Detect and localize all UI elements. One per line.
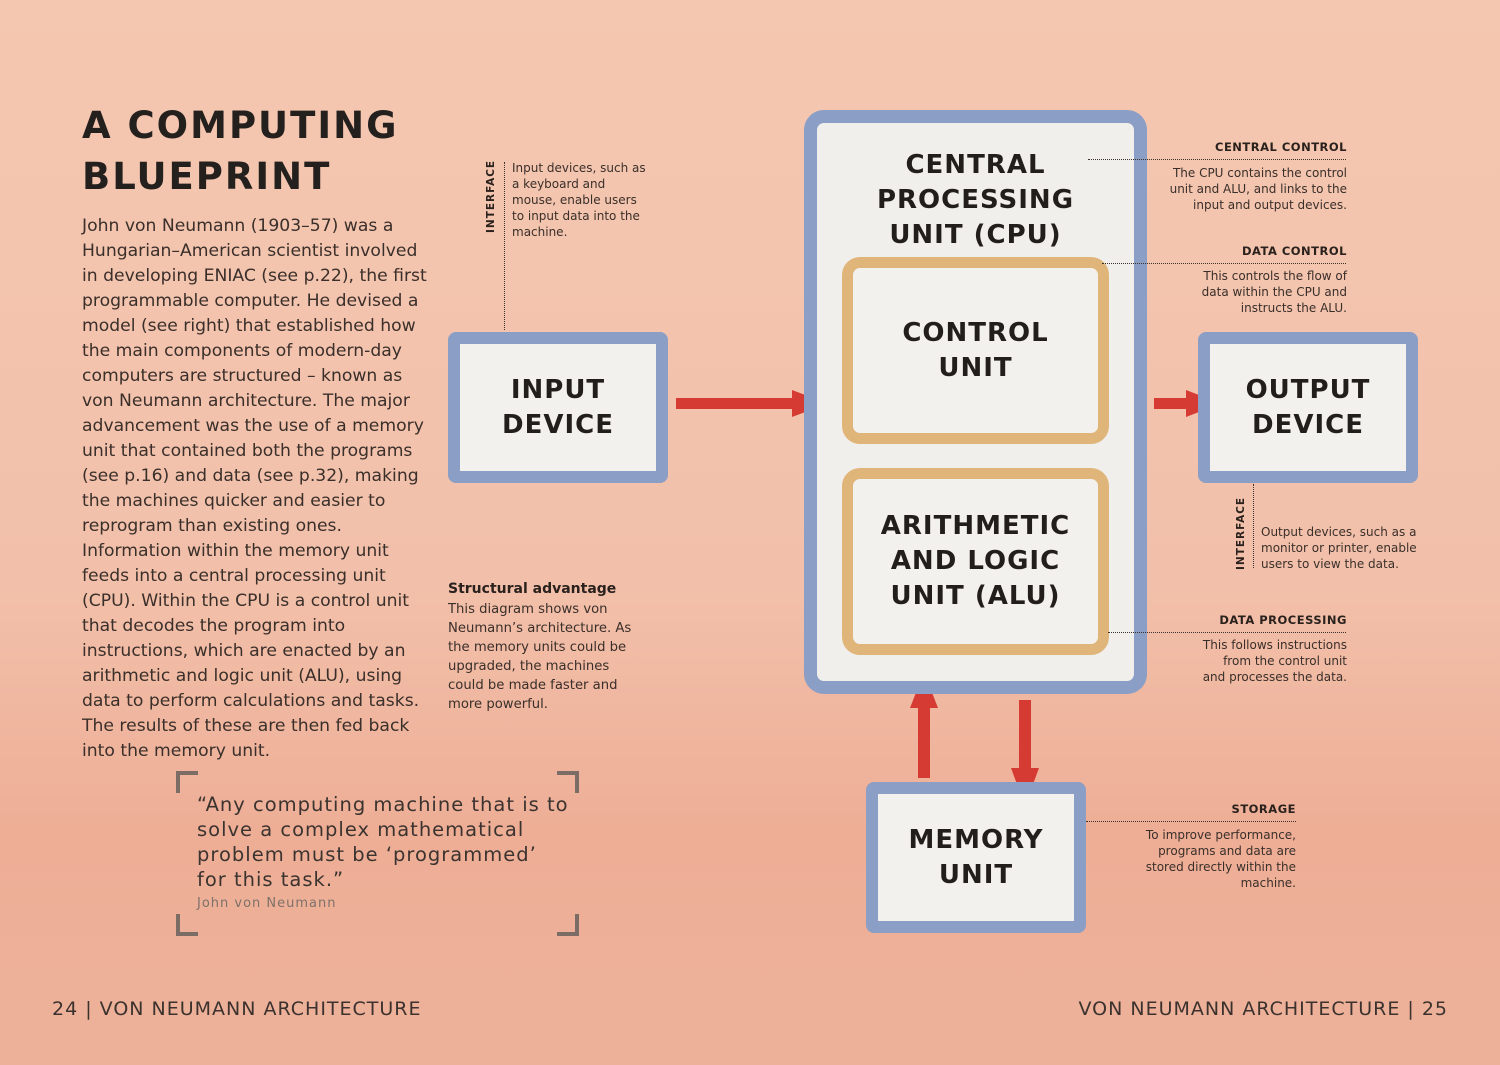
central-control-leader [1088,159,1346,160]
cpu-label: CENTRAL PROCESSING UNIT (CPU) [876,150,1075,250]
footer-right: VON NEUMANN ARCHITECTURE | 25 [1078,998,1448,1020]
title-line-2: BLUEPRINT [82,155,332,198]
caption-heading: Structural advantage [448,581,617,597]
storage-leader [1086,821,1296,822]
output-interface-text: Output devices, such as a monitor or printer, enable users to view the data. [1261,525,1417,571]
intro-paragraph: John von Neumann (1903–57) was a Hungarian–American scientist involved in developing ENIAC (see p.22), the first programmable computer. He devised a model (see right) that established how the main components of modern-day computers are structured – known as von Neumann architecture. The major advancement was the use of a memory unit that contained both the programs (see p.16) and data (see p.32), making the machines quicker and easier to reprogram than existing ones. Information within the memory unit feeds into a central processing unit (CPU). Within the CPU is a control unit that decodes the program into instructions, which are enacted by an arithmetic and logic unit (ALU), using data to perform calculations and tasks. The results of these are then fed back into the memory unit. [82,216,427,761]
output-device-label: OUTPUT DEVICE [1245,374,1371,440]
input-device-box [448,332,668,483]
quote-text: “Any computing machine that is to solve a complex mathematical problem must be ‘programmed’ for this task.” [197,793,569,891]
central-control-heading: CENTRAL CONTROL [1215,140,1347,154]
output-device-box [1198,332,1418,483]
title-line-1: A COMPUTING [82,104,399,147]
storage-text: To improve performance, programs and data are stored directly within the machine. [1145,828,1296,890]
output-interface-leader [1253,484,1254,568]
data-control-leader [1102,263,1346,264]
output-interface-label: INTERFACE [1235,496,1247,570]
storage-heading: STORAGE [1231,802,1296,816]
control-unit-label: CONTROL UNIT [902,317,1049,383]
alu-box [842,468,1109,655]
control-unit-box [842,257,1109,444]
data-control-heading: DATA CONTROL [1241,244,1347,258]
memory-unit-box [866,782,1086,933]
memory-unit-label: MEMORY UNIT [908,824,1044,890]
data-control-text: This controls the flow of data within the CPU and instructs the ALU. [1201,269,1347,315]
quote-author: John von Neumann [197,896,337,911]
data-processing-text: This follows instructions from the control unit and processes the data. [1202,638,1347,684]
data-processing-heading: DATA PROCESSING [1219,613,1347,627]
input-interface-label: INTERFACE [485,159,497,233]
input-interface-leader [504,162,505,330]
input-device-label: INPUT DEVICE [502,374,614,440]
caption-body: This diagram shows von Neumann’s architecture. As the memory units could be upgraded, the machines could be made faster and more powerful. [448,602,632,712]
alu-label: ARITHMETIC AND LOGIC UNIT (ALU) [880,511,1071,611]
input-interface-text: Input devices, such as a keyboard and mouse, enable users to input data into the machine. [512,161,646,239]
footer-left: 24 | VON NEUMANN ARCHITECTURE [52,998,422,1020]
central-control-text: The CPU contains the control unit and ALU, and links to the input and output devices. [1169,166,1347,212]
data-processing-leader [1108,632,1346,633]
